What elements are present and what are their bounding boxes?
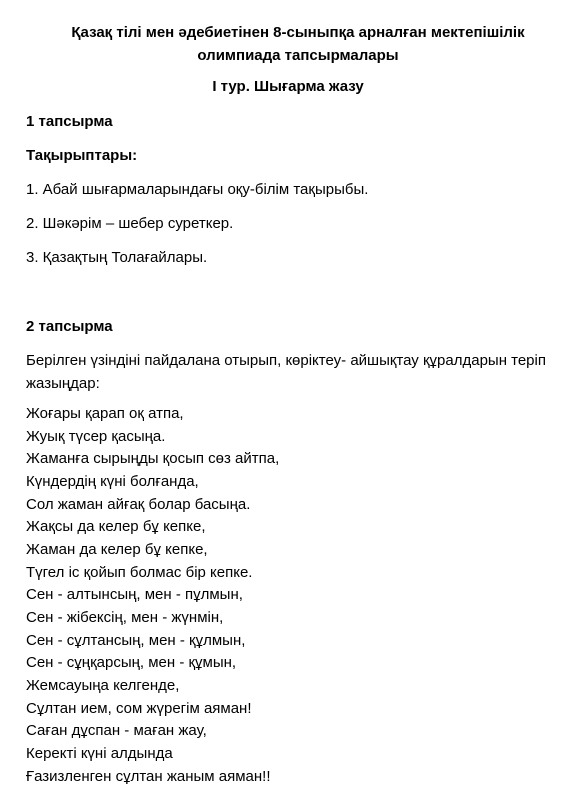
poem-line: Ғазизленген сұлтан жаным аяман!! bbox=[26, 767, 271, 785]
task2-heading: 2 тапсырма bbox=[26, 318, 113, 335]
round-heading: І тур. Шығарма жазу bbox=[212, 78, 364, 95]
poem-line: Жоғары қарап оқ атпа, bbox=[26, 405, 184, 422]
poem-line: Сен - сұңқарсың, мен - құмын, bbox=[26, 654, 237, 672]
poem-line: Сұлтан ием, сом жүрегім аяман! bbox=[26, 699, 252, 717]
topic-item: 2. Шәкәрім – шебер суреткер. bbox=[26, 215, 234, 232]
topic-item: 1. Абай шығармаларындағы оқу-білім тақырыбы. bbox=[26, 181, 369, 198]
poem-excerpt bbox=[26, 403, 279, 788]
task2-instruction: Берілген үзіндіні пайдалана отырып, көріктеу- айшықтау құралдарын теріп жазыңдар: bbox=[26, 352, 546, 392]
poem-line: Сен - сұлтансың, мен - құлмын, bbox=[26, 631, 246, 649]
poem-line: Жақсы да келер бұ кепке, bbox=[26, 518, 206, 536]
poem-line: Күндердің күні болғанда, bbox=[26, 472, 199, 490]
poem-line: Керекті күні алдында bbox=[26, 744, 173, 762]
poem-line: Жуық түсер қасыңа. bbox=[26, 427, 166, 445]
document-title bbox=[20, 21, 576, 67]
poem-line: Сен - жібексің, мен - жүнмін, bbox=[26, 608, 224, 626]
poem-line: Жаманға сырыңды қосып сөз айтпа, bbox=[26, 450, 280, 468]
poem-line: Түгел іс қойып болмас бір кепке. bbox=[26, 563, 253, 581]
topic-item: 3. Қазақтың Толағайлары. bbox=[26, 249, 208, 266]
poem-line: Жаман да келер бұ кепке, bbox=[26, 540, 208, 558]
poem-line: Сен - алтынсың, мен - пұлмын, bbox=[26, 586, 243, 604]
title-line-1: Қазақ тілі мен әдебиетінен 8-сыныпқа арналған мектепішілік bbox=[71, 24, 525, 41]
topics-label: Тақырыптары: bbox=[26, 147, 138, 164]
poem-line: Сол жаман айғақ болар басыңа. bbox=[26, 495, 251, 513]
task1-heading: 1 тапсырма bbox=[26, 113, 113, 130]
poem-line: Саған дұспан - маған жау, bbox=[26, 722, 207, 740]
title-line-2: олимпиада тапсырмалары bbox=[197, 47, 399, 64]
poem-line: Жемсауыңа келгенде, bbox=[26, 676, 180, 694]
